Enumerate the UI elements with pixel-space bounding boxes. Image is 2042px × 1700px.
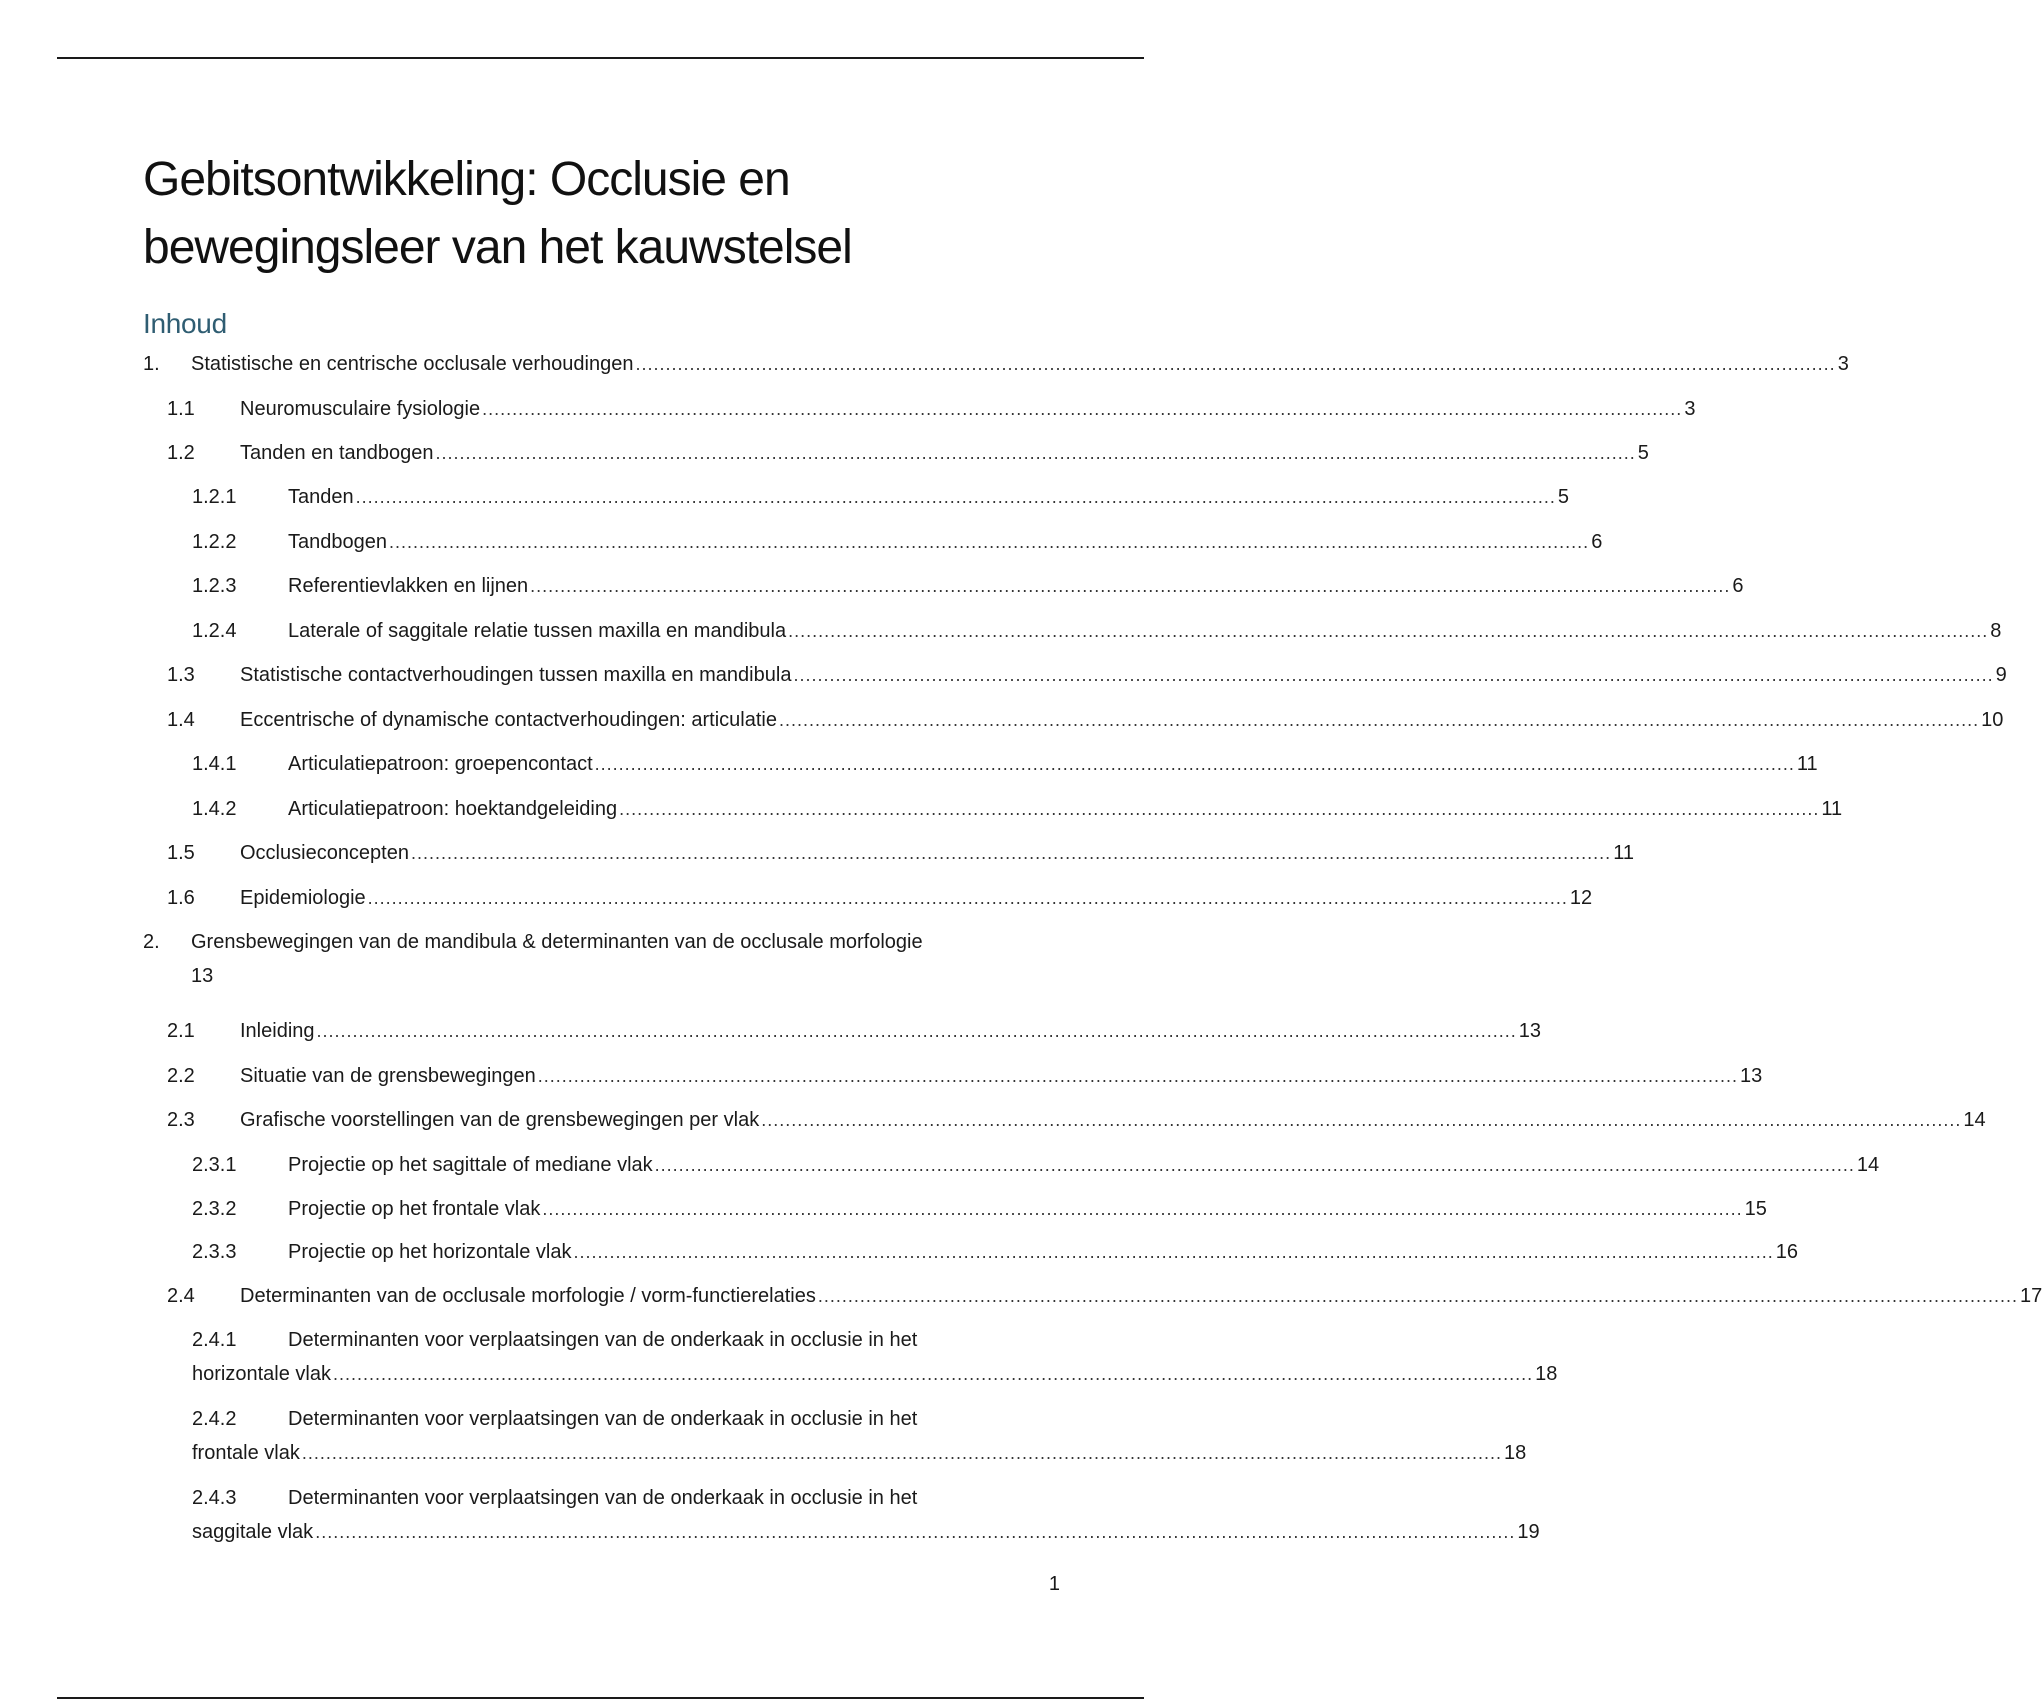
toc-leader: ........................................................................................................................................................................................................ [761, 1110, 1962, 1130]
toc-leader: ........................................................................................................................................................................................................ [316, 1021, 1517, 1041]
footer-rule [57, 1697, 1144, 1699]
toc-leader: ........................................................................................................................................................................................................ [619, 799, 1820, 819]
title-line-2: bewegingsleer van het kauwstelsel [143, 221, 852, 274]
toc-entry-number: 2.4.2 [192, 1408, 237, 1430]
toc-entry[interactable] [192, 1323, 1558, 1391]
toc-entry-page: 14 [1856, 1154, 1880, 1176]
toc-entry-title: Articulatiepatroon: hoektandgeleiding [288, 798, 618, 820]
toc-entry-number: 2. [143, 931, 160, 953]
toc-leader: ........................................................................................................................................................................................................ [332, 1364, 1534, 1384]
toc-entry-title-continued: saggitale vlak [192, 1521, 314, 1543]
toc-leader: ........................................................................................................................................................................................................ [388, 532, 1590, 552]
toc-entry-number: 1.4.2 [192, 798, 237, 820]
toc-entry-number: 2.3.3 [192, 1241, 237, 1263]
toc-leader: ........................................................................................................................................................................................................ [315, 1522, 1516, 1542]
toc-entry-title-continued: horizontale vlak [192, 1363, 331, 1385]
toc-entry-page: 9 [1995, 664, 2007, 686]
toc-entry-page: 16 [1775, 1241, 1798, 1263]
toc-leader: ........................................................................................................................................................................................................ [635, 354, 1836, 374]
toc-entry[interactable] [167, 1014, 1541, 1048]
toc-entry[interactable] [167, 703, 2004, 737]
toc-leader: ........................................................................................................................................................................................................ [410, 843, 1612, 863]
toc-entry-page: 3 [1684, 398, 1696, 420]
toc-entry-title-continued: frontale vlak [192, 1442, 300, 1464]
toc-leader: ........................................................................................................................................................................................................ [654, 1155, 1855, 1175]
toc-entry-page: 6 [1732, 575, 1744, 597]
toc-entry-page: 18 [1535, 1363, 1558, 1385]
toc-entry-title: Projectie op het frontale vlak [288, 1198, 541, 1220]
toc-leader: ........................................................................................................................................................................................................ [793, 665, 1994, 685]
toc-leader: ........................................................................................................................................................................................................ [301, 1443, 1503, 1463]
title-line-1: Gebitsontwikkeling: Occlusie en [143, 153, 790, 206]
toc-entry[interactable] [167, 1103, 1986, 1137]
toc-entry[interactable] [192, 792, 1843, 826]
toc-leader: ........................................................................................................................................................................................................ [788, 621, 1989, 641]
toc-entry[interactable] [192, 1148, 1880, 1182]
toc-leader: ........................................................................................................................................................................................................ [482, 399, 1683, 419]
toc-entry-number: 1.2 [167, 442, 195, 464]
toc-entry[interactable] [192, 1481, 1540, 1549]
toc-entry[interactable] [167, 1059, 1763, 1093]
toc-entry-title: Referentievlakken en lijnen [288, 575, 529, 597]
toc-entry[interactable] [192, 1235, 1798, 1269]
toc-entry-number: 1.6 [167, 887, 195, 909]
toc-entry[interactable] [143, 347, 1849, 381]
page-number: 1 [1048, 1573, 1060, 1595]
toc-entry-number: 2.3.2 [192, 1198, 237, 1220]
toc-leader: ........................................................................................................................................................................................................ [537, 1066, 1738, 1086]
toc-leader: ........................................................................................................................................................................................................ [530, 576, 1731, 596]
toc-entry-title: Grafische voorstellingen van de grensbewegingen per vlak [240, 1109, 760, 1131]
toc-entry-page: 19 [1517, 1521, 1540, 1543]
toc-entry-page: 13 [1518, 1020, 1541, 1042]
toc-leader: ........................................................................................................................................................................................................ [573, 1242, 1774, 1262]
toc-entry-title: Statistische en centrische occlusale verhoudingen [191, 353, 634, 375]
toc-heading: Inhoud [143, 308, 227, 339]
toc-entry-number: 1.2.2 [192, 531, 237, 553]
toc-entry-page: 6 [1591, 531, 1603, 553]
toc-entry-page: 8 [1990, 620, 2002, 642]
toc-entry-title: Determinanten voor verplaatsingen van de onderkaak in occlusie in het [288, 1329, 918, 1351]
toc-entry-title: Situatie van de grensbewegingen [240, 1065, 536, 1087]
toc-entry-page: 10 [1981, 709, 2004, 731]
toc-entry-page: 13 [1739, 1065, 1763, 1087]
toc-entry-page: 17 [2020, 1285, 2042, 1307]
toc-entry[interactable] [192, 1402, 1527, 1470]
toc-entry[interactable] [167, 1279, 2042, 1313]
toc-entry-number: 2.4 [167, 1285, 195, 1307]
toc-entry-title: Determinanten voor verplaatsingen van de onderkaak in occlusie in het [288, 1408, 918, 1430]
toc-entry-title: Eccentrische of dynamische contactverhoudingen: articulatie [240, 709, 777, 731]
toc-leader: ........................................................................................................................................................................................................ [355, 487, 1556, 507]
toc-entry-page: 15 [1744, 1198, 1767, 1220]
toc-entry[interactable] [143, 925, 1063, 993]
toc-leader: ........................................................................................................................................................................................................ [367, 888, 1568, 908]
toc-entry-page: 3 [1837, 353, 1849, 375]
toc-entry-title: Grensbewegingen van de mandibula & determinanten van de occlusale morfologie [191, 931, 923, 953]
toc-entry[interactable] [167, 658, 2007, 692]
toc-entry-number: 2.4.3 [192, 1487, 237, 1509]
toc-entry-page: 12 [1569, 887, 1593, 909]
toc-entry-number: 2.2 [167, 1065, 195, 1087]
toc-leader: ........................................................................................................................................................................................................ [817, 1286, 2019, 1306]
toc-entry[interactable] [192, 747, 1818, 781]
toc-entry-title: Articulatiepatroon: groepencontact [288, 753, 593, 775]
toc-entry-number: 1.2.1 [192, 486, 237, 508]
toc-entry-page: 5 [1637, 442, 1649, 464]
toc-entry[interactable] [167, 436, 1649, 470]
toc-entry-page: 14 [1963, 1109, 1986, 1131]
toc-entry-number: 2.1 [167, 1020, 195, 1042]
toc-entry[interactable] [167, 881, 1593, 915]
toc-entry-title: Tanden [288, 486, 354, 508]
toc-entry-number: 1.3 [167, 664, 195, 686]
toc-entry-page: 18 [1504, 1442, 1527, 1464]
toc-entry-page: 11 [1613, 842, 1634, 864]
toc-entry-title: Inleiding [240, 1020, 315, 1042]
toc-entry-page: 13 [191, 965, 214, 987]
toc-entry-page: 11 [1821, 798, 1843, 820]
toc-entry[interactable] [167, 392, 1696, 426]
toc-entry-title: Occlusieconcepten [240, 842, 409, 864]
toc-entry-number: 1.1 [167, 398, 195, 420]
toc-entry[interactable] [192, 1192, 1767, 1226]
toc-leader: ........................................................................................................................................................................................................ [594, 754, 1795, 774]
toc-leader: ........................................................................................................................................................................................................ [542, 1199, 1743, 1219]
toc-entry-number: 1. [143, 353, 160, 375]
toc-entry-title: Epidemiologie [240, 887, 366, 909]
toc-entry-number: 1.5 [167, 842, 195, 864]
toc-entry-title: Neuromusculaire fysiologie [240, 398, 481, 420]
toc-entry-title: Laterale of saggitale relatie tussen maxilla en mandibula [288, 620, 787, 642]
toc-entry-title: Determinanten voor verplaatsingen van de onderkaak in occlusie in het [288, 1487, 918, 1509]
toc-entry-number: 1.2.3 [192, 575, 237, 597]
toc-entry[interactable] [192, 569, 1744, 603]
toc-entry-number: 1.4.1 [192, 753, 237, 775]
toc-entry-page: 5 [1557, 486, 1569, 508]
toc-entry-title: Statistische contactverhoudingen tussen maxilla en mandibula [240, 664, 792, 686]
toc-entry-page: 11 [1796, 753, 1818, 775]
toc-leader: ........................................................................................................................................................................................................ [435, 443, 1636, 463]
toc-entry-title: Projectie op het sagittale of mediane vlak [288, 1154, 653, 1176]
toc-entry-title: Projectie op het horizontale vlak [288, 1241, 572, 1263]
toc-entry-title: Determinanten van de occlusale morfologie / vorm-functierelaties [240, 1285, 816, 1307]
toc-entry-title: Tanden en tandbogen [240, 442, 434, 464]
toc-entry[interactable] [192, 525, 1603, 559]
toc-entry-number: 1.2.4 [192, 620, 237, 642]
toc-entry[interactable] [192, 614, 2002, 648]
toc-entry-title: Tandbogen [288, 531, 387, 553]
toc-entry-number: 2.4.1 [192, 1329, 237, 1351]
toc-entry-number: 1.4 [167, 709, 195, 731]
toc-entry-number: 2.3.1 [192, 1154, 237, 1176]
toc-entry[interactable] [192, 480, 1569, 514]
toc-leader: ........................................................................................................................................................................................................ [778, 710, 1980, 730]
toc-entry[interactable] [167, 836, 1634, 870]
toc-entry-number: 2.3 [167, 1109, 195, 1131]
